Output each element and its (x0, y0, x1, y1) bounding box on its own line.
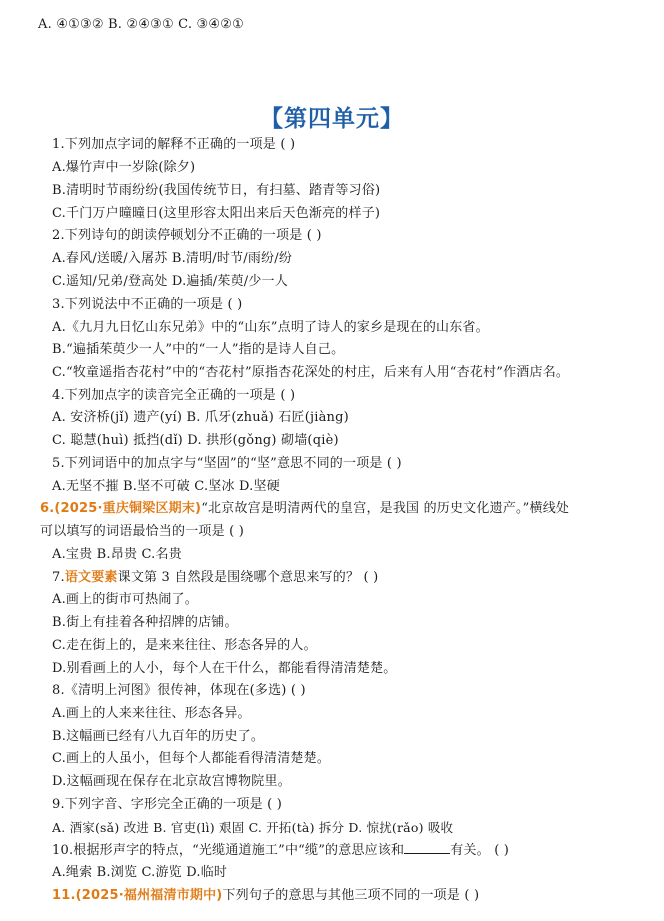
answer-blank-line (404, 841, 450, 854)
question-6-stem-line-2: 可以填写的词语最恰当的一项是 ( ) (40, 524, 245, 539)
question-11-stem (52, 887, 479, 905)
question-3-option-b: B.“遍插茱萸少一人”中的“一人”指的是诗人自己。 (52, 342, 345, 357)
question-4-options-cd: C. 聪慧(huì) 抵挡(dǐ) D. 拱形(gǒng) 砌墙(qiè) (52, 433, 339, 448)
question-11-stem-text: 下列句子的意思与其他三项不同的一项是 ( ) (222, 888, 480, 903)
question-8-stem: 8.《清明上河图》很传神，体现在(多选) ( ) (52, 683, 306, 698)
question-8-option-c: C.画上的人虽小，但每个人都能看得清清楚楚。 (52, 751, 331, 766)
question-3-option-a: A.《九月九日忆山东兄弟》中的“山东”点明了诗人的家乡是现在的山东省。 (52, 320, 489, 335)
question-8-option-b: B.这幅画已经有八九百年的历史了。 (52, 729, 265, 744)
question-6-stem-text: “北京故宫是明清两代的皇宫，是我国 的历史文化遗产。”横线处 (201, 501, 570, 516)
question-10-stem-after: 有关。 ( ) (450, 843, 510, 858)
question-7-stem (52, 569, 378, 587)
question-5-stem: 5.下列词语中的加点字与“坚固”的“坚”意思不同的一项是 ( ) (52, 456, 402, 471)
question-7-option-d: D.别看画上的人小，每个人在干什么，都能看得清清楚楚。 (52, 661, 397, 676)
question-8-option-a: A.画上的人来来往往、形态各异。 (52, 706, 251, 721)
question-7-stem-text: 课文第 3 自然段是围绕哪个意思来写的？ ( ) (117, 570, 379, 585)
question-3-stem: 3.下列说法中不正确的一项是 ( ) (52, 297, 243, 312)
question-11-source-tag: (2025·福州福清市期中) (75, 888, 223, 903)
question-7-option-a: A.画上的街市可热闹了。 (52, 592, 198, 607)
question-10-stem-before: 10.根据形声字的特点，“光缆通道施工”中“缆”的意思应该和 (52, 843, 405, 858)
question-11-number: 11. (52, 888, 76, 903)
question-6-source-tag: (2025·重庆铜梁区期末) (54, 501, 202, 516)
unit-title: 【第四单元】 (260, 106, 404, 132)
question-1-stem: 1.下列加点字词的解释不正确的一项是 ( ) (52, 137, 296, 152)
question-1-option-a: A.爆竹声中一岁除(除夕) (52, 160, 196, 175)
question-2-stem: 2.下列诗句的朗读停顿划分不正确的一项是 ( ) (52, 228, 322, 243)
question-5-options: A.无坚不摧 B.坚不可破 C.坚冰 D.坚硬 (52, 479, 280, 494)
question-10-stem (52, 841, 509, 860)
question-8-option-d: D.这幅画现在保存在北京故宫博物院里。 (52, 774, 291, 789)
question-4-options-ab: A. 安济桥(jǐ) 遗产(yí) B. 爪牙(zhuǎ) 石匠(jiàng) (52, 410, 349, 425)
question-2-options-cd: C.遥知/兄弟/登高处 D.遍插/茱萸/少一人 (52, 274, 288, 289)
question-6-number: 6. (40, 501, 55, 516)
question-7-tag: 语文要素 (64, 570, 118, 585)
question-6-stem-line-1 (40, 500, 569, 518)
question-7-option-c: C.走在街上的，是来来往往、形态各异的人。 (52, 638, 317, 653)
question-7-option-b: B.街上有挂着各种招牌的店铺。 (52, 615, 238, 630)
question-9-options: A. 酒家(sǎ) 改进 B. 官吏(lì) 艰固 C. 开拓(tà) 拆分 D. 惊扰(rǎo) 吸收 (52, 820, 454, 835)
question-1-option-c: C.千门万户曈曈日(这里形容太阳出来后天色渐亮的样子) (52, 206, 381, 221)
question-10-options: A.绳索 B.浏览 C.游览 D.临时 (52, 865, 228, 880)
question-1-option-b: B.清明时节雨纷纷(我国传统节日，有扫墓、踏青等习俗) (52, 183, 381, 198)
question-3-option-c: C.“牧童遥指杏花村”中的“杏花村”原指杏花深处的村庄，后来有人用“杏花村”作酒店名。 (52, 365, 570, 380)
question-2-options-ab: A.春风/送暖/入屠苏 B.清明/时节/雨纷/纷 (52, 251, 293, 266)
question-6-options: A.宝贵 B.昂贵 C.名贵 (52, 547, 182, 562)
question-4-stem: 4.下列加点字的读音完全正确的一项是 ( ) (52, 388, 296, 403)
question-9-stem: 9.下列字音、字形完全正确的一项是 ( ) (52, 797, 283, 812)
question-7-number: 7. (52, 570, 65, 585)
previous-question-options: A. ④①③② B. ②④③① C. ③④②① (38, 17, 244, 32)
